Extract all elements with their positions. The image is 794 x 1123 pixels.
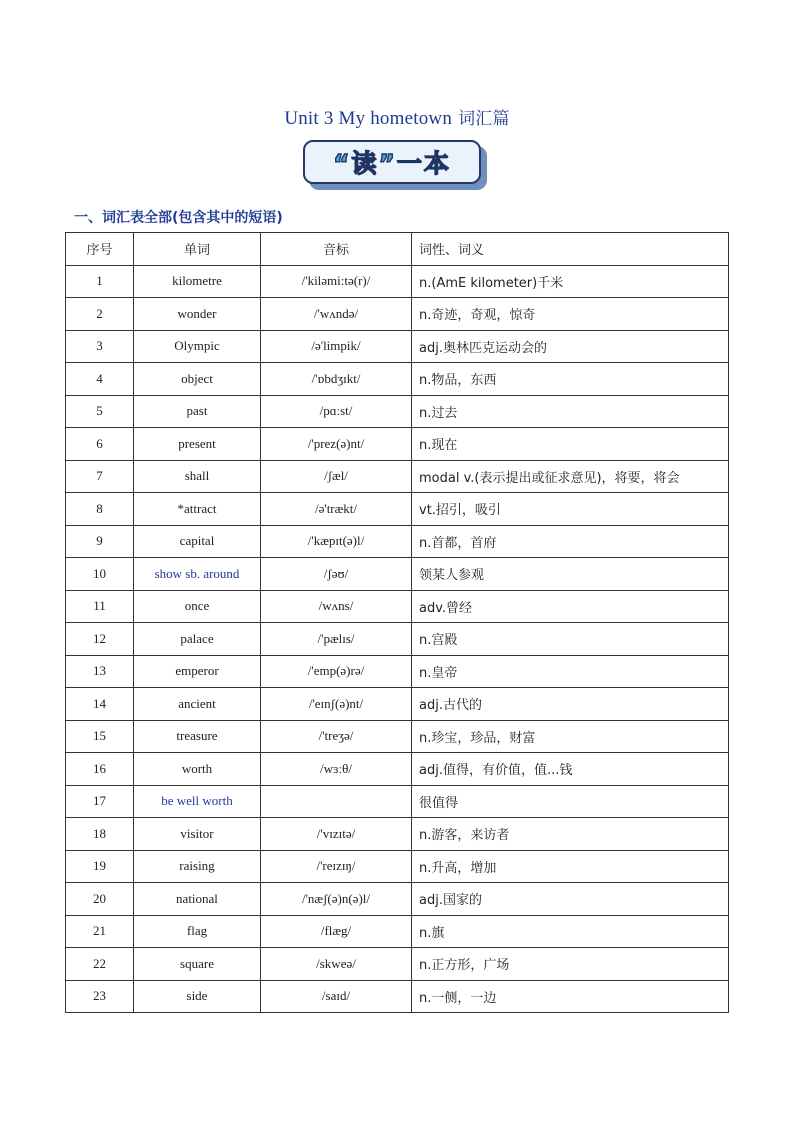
row-phonetic: /pɑːst/ (261, 395, 412, 428)
row-word: raising (134, 850, 261, 883)
row-phonetic (261, 785, 412, 818)
row-number: 3 (66, 330, 134, 363)
row-meaning: n.一侧，一边 (412, 980, 729, 1013)
row-word: square (134, 948, 261, 981)
table-row (66, 493, 729, 526)
table-body (66, 265, 729, 1013)
row-phonetic: /'reɪzɪŋ/ (261, 850, 412, 883)
row-word: worth (134, 753, 261, 786)
row-number: 1 (66, 265, 134, 298)
row-meaning: n.首都，首府 (412, 525, 729, 558)
row-number: 6 (66, 428, 134, 461)
row-phonetic: /'emp(ə)rə/ (261, 655, 412, 688)
table-row (66, 590, 729, 623)
row-number: 16 (66, 753, 134, 786)
header-meaning: 词性、词义 (412, 233, 729, 266)
row-meaning: n.皇帝 (412, 655, 729, 688)
row-word: be well worth (134, 785, 261, 818)
page-title (0, 104, 794, 130)
row-phonetic: /wʌns/ (261, 590, 412, 623)
row-meaning: adv.曾经 (412, 590, 729, 623)
table-row (66, 623, 729, 656)
row-number: 9 (66, 525, 134, 558)
row-phonetic: /ʃəʊ/ (261, 558, 412, 591)
row-word: kilometre (134, 265, 261, 298)
row-number: 20 (66, 883, 134, 916)
table-row (66, 850, 729, 883)
vocabulary-table (65, 232, 729, 1013)
table-row (66, 688, 729, 721)
row-number: 22 (66, 948, 134, 981)
row-phonetic: /ə'trækt/ (261, 493, 412, 526)
row-word: treasure (134, 720, 261, 753)
row-phonetic: /'wʌndə/ (261, 298, 412, 331)
row-number: 19 (66, 850, 134, 883)
table-row (66, 298, 729, 331)
header-word: 单词 (134, 233, 261, 266)
row-number: 11 (66, 590, 134, 623)
section-heading: 一、词汇表全部(包含其中的短语) (74, 210, 283, 226)
row-meaning: n.旗 (412, 915, 729, 948)
row-word: visitor (134, 818, 261, 851)
table-row (66, 460, 729, 493)
row-phonetic: /ʃæl/ (261, 460, 412, 493)
row-phonetic: /'pælɪs/ (261, 623, 412, 656)
row-meaning: n.游客，来访者 (412, 818, 729, 851)
row-number: 8 (66, 493, 134, 526)
row-phonetic: /'kiləmi:tə(r)/ (261, 265, 412, 298)
badge-frame (303, 140, 481, 184)
table-row (66, 753, 729, 786)
table-row (66, 265, 729, 298)
row-meaning: adj.奥林匹克运动会的 (412, 330, 729, 363)
table-row (66, 525, 729, 558)
row-number: 17 (66, 785, 134, 818)
table-row (66, 883, 729, 916)
header-phonetic: 音标 (261, 233, 412, 266)
row-number: 7 (66, 460, 134, 493)
table-row (66, 720, 729, 753)
table-row (66, 558, 729, 591)
row-word: past (134, 395, 261, 428)
header-number: 序号 (66, 233, 134, 266)
row-word: side (134, 980, 261, 1013)
page-title-en: Unit 3 My hometown (284, 108, 453, 129)
row-number: 4 (66, 363, 134, 396)
row-number: 18 (66, 818, 134, 851)
row-meaning: modal v.(表示提出或征求意见)，将要，将会 (412, 460, 729, 493)
row-word: shall (134, 460, 261, 493)
row-phonetic: /'prez(ə)nt/ (261, 428, 412, 461)
table-row (66, 655, 729, 688)
row-phonetic: /'næʃ(ə)n(ə)l/ (261, 883, 412, 916)
row-word: national (134, 883, 261, 916)
table-row (66, 428, 729, 461)
row-meaning: 很值得 (412, 785, 729, 818)
row-number: 12 (66, 623, 134, 656)
row-phonetic: /'ɒbdʒɪkt/ (261, 363, 412, 396)
row-number: 5 (66, 395, 134, 428)
row-meaning: adj.古代的 (412, 688, 729, 721)
row-word: palace (134, 623, 261, 656)
badge-text: “读”一本 (333, 149, 451, 178)
row-meaning: n.(AmE kilometer)千米 (412, 265, 729, 298)
table-row (66, 395, 729, 428)
table-row (66, 980, 729, 1013)
row-word: once (134, 590, 261, 623)
row-number: 21 (66, 915, 134, 948)
row-phonetic: /wɜːθ/ (261, 753, 412, 786)
table-row (66, 948, 729, 981)
row-meaning: adj.国家的 (412, 883, 729, 916)
row-meaning: n.宫殿 (412, 623, 729, 656)
row-word: Olympic (134, 330, 261, 363)
row-word: capital (134, 525, 261, 558)
row-phonetic: /'kæpɪt(ə)l/ (261, 525, 412, 558)
row-meaning: adj.值得，有价值，值...钱 (412, 753, 729, 786)
row-word: wonder (134, 298, 261, 331)
table-header-row (66, 233, 729, 266)
row-phonetic: /skweə/ (261, 948, 412, 981)
row-number: 15 (66, 720, 134, 753)
table-row (66, 330, 729, 363)
row-meaning: n.珍宝，珍品，财富 (412, 720, 729, 753)
row-number: 10 (66, 558, 134, 591)
row-number: 14 (66, 688, 134, 721)
row-word: emperor (134, 655, 261, 688)
row-meaning: n.升高，增加 (412, 850, 729, 883)
row-phonetic: /'treʒə/ (261, 720, 412, 753)
row-meaning: n.正方形，广场 (412, 948, 729, 981)
row-phonetic: /'eɪnʃ(ə)nt/ (261, 688, 412, 721)
table-row (66, 785, 729, 818)
row-word: object (134, 363, 261, 396)
row-word: present (134, 428, 261, 461)
row-meaning: 领某人参观 (412, 558, 729, 591)
row-meaning: n.物品，东西 (412, 363, 729, 396)
row-word: flag (134, 915, 261, 948)
row-phonetic: /flæg/ (261, 915, 412, 948)
row-word: show sb. around (134, 558, 261, 591)
row-meaning: n.奇迹，奇观，惊奇 (412, 298, 729, 331)
row-word: *attract (134, 493, 261, 526)
row-number: 2 (66, 298, 134, 331)
read-badge (303, 140, 489, 194)
table-row (66, 363, 729, 396)
row-meaning: n.现在 (412, 428, 729, 461)
table-row (66, 818, 729, 851)
row-phonetic: /'vɪzɪtə/ (261, 818, 412, 851)
row-word: ancient (134, 688, 261, 721)
row-number: 13 (66, 655, 134, 688)
row-phonetic: /saɪd/ (261, 980, 412, 1013)
row-phonetic: /ə'limpik/ (261, 330, 412, 363)
table-row (66, 915, 729, 948)
page-title-cn: 词汇篇 (458, 109, 510, 129)
row-meaning: vt.招引，吸引 (412, 493, 729, 526)
row-number: 23 (66, 980, 134, 1013)
row-meaning: n.过去 (412, 395, 729, 428)
